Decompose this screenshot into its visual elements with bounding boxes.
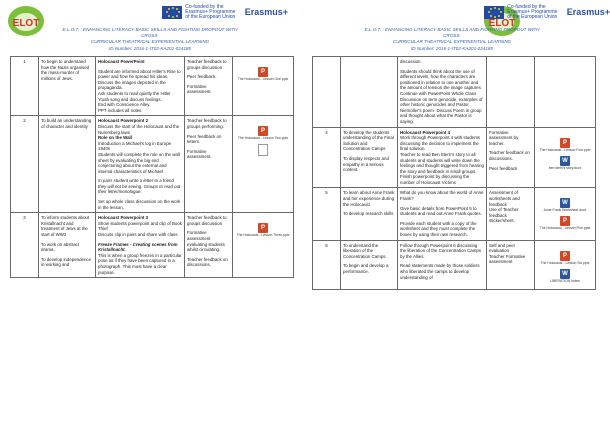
lesson-number: 5 bbox=[313, 188, 341, 240]
header-line-1: E.L.O.T. : ENHANCING LITERACY BASIC SKILLS AND FIGHTING DROPOUT WITH CROSS- bbox=[62, 27, 238, 39]
objective-text: To begin to understand how the Nazis organised the mass-murder of millions of Jews. bbox=[41, 59, 90, 81]
assessment-text: Peer feedback on letters. bbox=[187, 133, 222, 145]
file-name: The Holocaust - Lesson Two.pptx bbox=[237, 136, 289, 141]
activity-text: Continue with PowerPoint Whole Class Discussion on term genocide, examples of other historic genocides and Pastor Niemoller's poem- Discuss Poem in group and thought about what the Pastor is saying. bbox=[400, 90, 483, 124]
assessment-text: Assessment of worksheets and feedback bbox=[489, 190, 520, 207]
activity-text: Students will complete the role on the wall sheet by evaluating the big end conjecturing about the external and internal characteristics of Michael bbox=[98, 151, 180, 174]
attached-file[interactable] bbox=[537, 269, 593, 283]
logo-text: ELOT bbox=[488, 18, 516, 29]
activity-text: Finish powerpoint by discussing the number of Holocaust Victims bbox=[400, 174, 470, 185]
assessment-text: Formative assessment. bbox=[187, 83, 212, 95]
objective-text: To work on abstract drama. bbox=[41, 241, 80, 253]
header-line-1: E.L.O.T. : ENHANCING LITERACY BASIC SKILLS AND FIGHTING DROPOUT WITH CROSS- bbox=[364, 27, 540, 39]
table-row bbox=[313, 188, 596, 240]
activity-text: Give basic details from PowerPoint 5 to students and read out Anne Frank quotes. bbox=[400, 205, 482, 217]
document-file-icon bbox=[258, 144, 268, 156]
activity-text: Student are informed about Hitler's Rise to power and how he spread his ideas. bbox=[98, 68, 181, 80]
spacer bbox=[235, 118, 291, 126]
assessment-cell bbox=[487, 57, 535, 128]
activity-text: Read statements made by those soldiers who liberated the camps to develop understanding of bbox=[400, 263, 480, 280]
activity-text: Holocaust PowerPoint bbox=[98, 59, 145, 64]
objective-cell bbox=[341, 188, 398, 240]
assessment-cell bbox=[487, 188, 535, 240]
attached-file[interactable] bbox=[235, 144, 291, 156]
lesson-number: 6 bbox=[313, 240, 341, 289]
file-name: The Holocaust - Lesson Five.pptx bbox=[539, 226, 591, 231]
objective-cell bbox=[39, 57, 96, 116]
activity-text: This is when a group freezes in a particular pose as if they have been captured in a photograph. This must have a clear purpose. bbox=[98, 252, 182, 275]
activity-text: Role on the Wall bbox=[98, 135, 132, 141]
assessment-cell bbox=[487, 240, 535, 289]
elot-logo bbox=[6, 3, 46, 39]
lesson-table-left bbox=[10, 56, 294, 278]
activity-text: End with Conscience Alley. bbox=[98, 102, 151, 108]
objective-text: To display respects and empathy in a serious context. bbox=[343, 155, 389, 173]
powerpoint-file-icon: P bbox=[560, 216, 570, 226]
file-name: LIBERATION Notes bbox=[550, 278, 580, 283]
objective-text: To understand the liberation of the Concentration Camps. bbox=[343, 242, 387, 259]
attached-file[interactable] bbox=[235, 67, 291, 81]
activity-cell bbox=[398, 127, 487, 188]
powerpoint-file-icon: P bbox=[258, 67, 268, 77]
lesson-number bbox=[313, 57, 341, 128]
spacer bbox=[537, 130, 593, 138]
lesson-table-right bbox=[312, 56, 596, 290]
assessment-text: Formative assessment by teacher. bbox=[489, 129, 519, 146]
activity-text: Discuss the images depicted in the propaganda. bbox=[98, 79, 166, 91]
word-file-icon: W bbox=[560, 269, 570, 279]
objective-text: To inform students about Kristallnacht and treatment of Jews at the start of WW2 bbox=[41, 215, 90, 238]
activity-cell bbox=[398, 188, 487, 240]
objective-cell bbox=[341, 240, 398, 289]
objective-text: To build an understanding of character and identity bbox=[41, 118, 92, 129]
assessment-text: Peer feedback bbox=[489, 165, 518, 171]
file-name: The Holocaust - Lesson Six.pptx bbox=[540, 260, 590, 265]
activity-text: Discuss clip in pairs and share with class bbox=[98, 232, 178, 238]
attached-file[interactable] bbox=[537, 156, 593, 170]
activity-text: Holocaust Powerpoint 4 bbox=[400, 129, 451, 135]
assessment-text: Teacher feedback to groups discussion bbox=[187, 215, 227, 226]
file-name: ben stern's story.docx bbox=[548, 165, 582, 170]
objective-cell bbox=[341, 57, 398, 128]
objective-cell bbox=[39, 116, 96, 213]
activity-text: Work through Powerpoint 4 with students discussing the decision to implement the final solution. bbox=[400, 135, 480, 152]
assessment-text: Teacher Formative assessment bbox=[489, 253, 526, 265]
lesson-number: 2 bbox=[11, 116, 39, 213]
file-name: The Holocaust - Lesson One.pptx bbox=[237, 77, 289, 81]
activity-cell bbox=[96, 213, 185, 278]
table-row bbox=[11, 57, 294, 116]
activity-cell bbox=[398, 240, 487, 289]
assessment-cell bbox=[487, 127, 535, 188]
resources-cell bbox=[535, 240, 596, 289]
activity-text: Ask students to read quietly the Hitler Youth song and discuss feelings. bbox=[98, 90, 171, 102]
attached-file[interactable] bbox=[537, 138, 593, 152]
erasmus-flag bbox=[484, 5, 610, 19]
header-line-2: CURRICULAR THEATRICAL EXPERIENTIAL LEARNING bbox=[90, 39, 210, 45]
doc-header bbox=[357, 27, 547, 52]
file-name: The Holocaust - Lesson Three.pptx bbox=[236, 233, 290, 238]
powerpoint-file-icon: P bbox=[258, 126, 268, 136]
eu-flag-icon bbox=[484, 6, 504, 19]
doc-header bbox=[55, 27, 245, 52]
activity-text: Set up whole class discussion on the work in the lesson. bbox=[98, 199, 181, 210]
page-left bbox=[0, 0, 298, 424]
spacer bbox=[537, 243, 593, 251]
logo-text: ELOT bbox=[12, 18, 40, 29]
assessment-text: Teacher feedback to groups performing. bbox=[187, 118, 227, 129]
assessment-text: Teacher feedback to groups discussion bbox=[187, 59, 227, 70]
activity-text: Freeze Frames - Creating scenes from Kristallnacht. bbox=[98, 241, 178, 253]
file-name: Anne Frank Worksheet.docx bbox=[543, 208, 587, 213]
assessment-text: evaluating students whilst circulating. bbox=[187, 241, 225, 253]
objective-cell bbox=[39, 213, 96, 278]
assessment-cell bbox=[185, 57, 233, 116]
table-row bbox=[313, 127, 596, 188]
objective-text: To develop independence in working and bbox=[41, 256, 92, 268]
assessment-text: Teacher feedback on discussions. bbox=[187, 256, 228, 268]
assessment-text: Teacher feedback on discussions. bbox=[489, 150, 530, 161]
page-right bbox=[302, 0, 610, 424]
word-file-icon: W bbox=[560, 156, 570, 166]
funding-text: Co-funded by the Erasmus+ Programme of the European Union bbox=[185, 3, 236, 20]
activity-cell bbox=[96, 57, 185, 116]
attached-file[interactable] bbox=[537, 251, 593, 265]
activity-text: In pairs student write a letter to a friend they will not be seeing. Groups to read out their letter/monologue. bbox=[98, 178, 181, 195]
activity-text: Provide each student with a copy of the worksheet and they must complete the boxes by using their own research. bbox=[400, 220, 477, 238]
funding-text: Co-funded by the Erasmus+ Programme of the European Union bbox=[507, 3, 558, 20]
table-row bbox=[313, 57, 596, 128]
resources-cell bbox=[233, 57, 294, 116]
objective-cell bbox=[341, 127, 398, 188]
assessment-cell bbox=[185, 213, 233, 278]
activity-text: PPT includes all notes bbox=[98, 107, 142, 113]
resources-cell bbox=[535, 127, 596, 188]
objective-text: To learn about Anne Frank and her experience during the Holocaust bbox=[343, 190, 395, 207]
activity-text: Teacher to read Ben Stern's story to all students and students will write down the feelings and thought triggered from hearing the story and feedback in small groups. bbox=[400, 151, 484, 174]
erasmus-flag bbox=[162, 5, 288, 19]
powerpoint-file-icon: P bbox=[560, 138, 570, 148]
header-line-3: ID Number: 2016-1-IT02-KA201-024185 bbox=[109, 45, 191, 51]
objective-text: To begin and develop a performance. bbox=[343, 263, 389, 274]
activity-text: Show students powerpoint and clip of Book Thief bbox=[98, 220, 182, 232]
activity-text: Follow through Powerpoint 6 discussing the liberation of the Concentration Camps by the Allies. bbox=[400, 242, 482, 259]
activity-text: What do you know about the world of Anne Frank? bbox=[400, 190, 484, 202]
assessment-text: Peer feedback. bbox=[187, 74, 217, 80]
attached-file[interactable] bbox=[537, 216, 593, 230]
objective-text: To develop the students understanding of the Final Solution and Concentration Camps bbox=[343, 129, 394, 152]
assessment-cell bbox=[185, 116, 233, 213]
activity-cell bbox=[398, 57, 487, 128]
powerpoint-file-icon: P bbox=[560, 251, 570, 261]
lesson-number: 1 bbox=[11, 57, 39, 116]
activity-text: Discuss the start of the Holocaust and the Nuremberg laws bbox=[98, 123, 180, 135]
word-file-icon: W bbox=[560, 198, 570, 208]
table-row bbox=[11, 213, 294, 278]
table-row bbox=[11, 116, 294, 213]
activity-text: Holocaust Powerpoint 2 bbox=[98, 118, 149, 124]
powerpoint-file-icon: P bbox=[258, 223, 268, 233]
header-line-3: ID Number: 2016-1-IT02-KA201-024185 bbox=[411, 45, 493, 51]
activity-cell bbox=[96, 116, 185, 213]
erasmus-label: Erasmus+ bbox=[566, 7, 610, 17]
assessment-text: Formative assessment. bbox=[187, 148, 212, 160]
resources-cell bbox=[233, 213, 294, 278]
lesson-number: 3 bbox=[11, 213, 39, 278]
assessment-text: Use of Teacher feedback sticker/sheet. bbox=[489, 207, 519, 224]
spacer bbox=[537, 190, 593, 198]
activity-text: Introduction a Michael's log in Europe 1940s bbox=[98, 140, 172, 152]
resources-cell bbox=[233, 116, 294, 213]
assessment-text: Self and peer evaluation bbox=[489, 242, 516, 254]
spacer bbox=[235, 59, 291, 67]
activity-text: Holocaust Powerpoint 3 bbox=[98, 215, 149, 221]
spacer bbox=[235, 215, 291, 223]
erasmus-label: Erasmus+ bbox=[244, 7, 288, 17]
resources-cell bbox=[535, 57, 596, 128]
activity-text: discussion. bbox=[400, 59, 422, 64]
activity-text: Students should think about the use of different levels, how the characters are positioned in relation to one another and the amount of tension the image captures bbox=[400, 68, 481, 91]
attached-file[interactable] bbox=[235, 223, 291, 237]
table-row bbox=[313, 240, 596, 289]
attached-file[interactable] bbox=[235, 126, 291, 140]
lesson-number: 4 bbox=[313, 127, 341, 188]
attached-file[interactable] bbox=[537, 198, 593, 212]
objective-text: To develop research skills bbox=[343, 211, 394, 217]
assessment-text: Formative assessment bbox=[187, 230, 211, 242]
resources-cell bbox=[535, 188, 596, 240]
header-line-2: CURRICULAR THEATRICAL EXPERIENTIAL LEARNING bbox=[392, 39, 512, 45]
eu-flag-icon bbox=[162, 6, 182, 19]
file-name: The Holocaust - Lesson Four.pptx bbox=[539, 147, 591, 152]
